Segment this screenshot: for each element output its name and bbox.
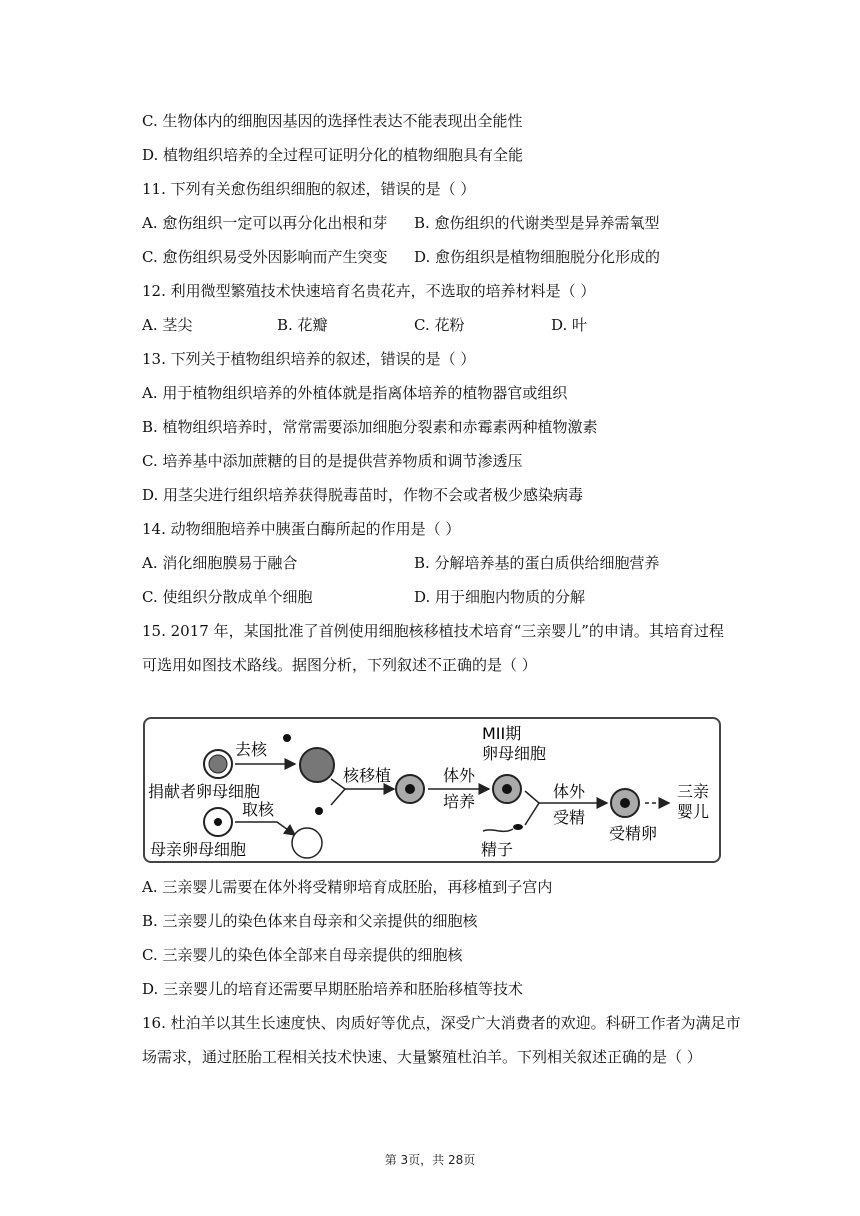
enucleated-egg-cell — [300, 748, 334, 782]
sperm-cell — [483, 824, 523, 831]
q15-option-d: D. 三亲婴儿的培育还需要早期胚胎培养和胚胎移植等技术 — [142, 980, 524, 998]
q12-option-c: C. 花粉 — [414, 316, 465, 334]
q16-stem-line1: 16. 杜泊羊以其生长速度快、肉质好等优点，深受广大消费者的欢迎。科研工作者为满足市 — [142, 1014, 741, 1032]
q12-option-d: D. 叶 — [551, 316, 588, 334]
nuclear-transfer-label: 核移植 — [343, 766, 392, 785]
reconstructed-cell — [396, 775, 424, 803]
removed-nucleus-dot-2 — [315, 807, 323, 815]
q14-option-d: D. 用于细胞内物质的分解 — [414, 588, 586, 606]
q15-stem-line2: 可选用如图技术路线。据图分析，下列叙述不正确的是（ ） — [142, 656, 537, 674]
q12-stem: 12. 利用微型繁殖技术快速培育名贵花卉，不选取的培养材料是（ ） — [142, 282, 596, 300]
fertilization-label: 受精 — [553, 808, 586, 827]
q14-option-a: A. 消化细胞膜易于融合 — [142, 554, 298, 572]
culture-label: 培养 — [443, 792, 476, 811]
q15-option-a: A. 三亲婴儿需要在体外将受精卵培育成胚胎，再移植到子宫内 — [142, 878, 553, 896]
q13-option-a: A. 用于植物组织培养的外植体就是指离体培养的植物器官或组织 — [142, 384, 568, 402]
q14-stem: 14. 动物细胞培养中胰蛋白酶所起的作用是（ ） — [142, 520, 461, 538]
page-footer: 第 3页，共 28页 — [384, 1153, 476, 1167]
three-parent-baby-label-1: 三亲 — [677, 782, 710, 801]
in-vitro-label-1: 体外 — [443, 766, 476, 785]
q10-option-d: D. 植物组织培养的全过程可证明分化的植物细胞具有全能 — [142, 146, 524, 164]
q13-stem: 13. 下列关于植物组织培养的叙述，错误的是（ ） — [142, 350, 476, 368]
oocyte-label: 卵母细胞 — [482, 744, 547, 763]
q11-option-b: B. 愈伤组织的代谢类型是异养需氧型 — [414, 214, 660, 232]
mother-egg-cell — [204, 808, 232, 836]
enucleated-mother-cell — [292, 828, 322, 858]
q15-option-b: B. 三亲婴儿的染色体来自母亲和父亲提供的细胞核 — [142, 912, 478, 930]
q11-option-a: A. 愈伤组织一定可以再分化出根和芽 — [142, 214, 388, 232]
q13-option-c: C. 培养基中添加蔗糖的目的是提供营养物质和调节渗透压 — [142, 452, 523, 470]
take-nucleus-arrow — [235, 822, 295, 835]
donor-egg-label: 捐献者卵母细胞 — [148, 782, 261, 801]
donor-egg-cell — [204, 750, 232, 778]
q16-stem-line2: 场需求，通过胚胎工程相关技术快速、大量繁殖杜泊羊。下列相关叙述正确的是（ ） — [142, 1048, 702, 1066]
fertilization-merge-lines — [525, 791, 539, 825]
diagram-canvas — [145, 719, 719, 861]
q11-option-d: D. 愈伤组织是植物细胞脱分化形成的 — [414, 248, 661, 266]
three-parent-baby-label-2: 婴儿 — [677, 802, 710, 821]
q13-option-d: D. 用茎尖进行组织培养获得脱毒苗时，作物不会或者极少感染病毒 — [142, 486, 584, 504]
q12-option-a: A. 茎尖 — [142, 316, 193, 334]
take-nucleus-label: 取核 — [242, 800, 275, 819]
q11-stem: 11. 下列有关愈伤组织细胞的叙述，错误的是（ ） — [142, 180, 476, 198]
mother-egg-label: 母亲卵母细胞 — [150, 840, 247, 859]
three-parent-baby-diagram — [143, 717, 721, 863]
zygote-cell — [611, 789, 639, 817]
mii-stage-label: MII期 — [482, 724, 522, 743]
in-vitro-label-2: 体外 — [553, 782, 586, 801]
q14-option-b: B. 分解培养基的蛋白质供给细胞营养 — [414, 554, 660, 572]
mii-oocyte-cell — [493, 775, 521, 803]
q12-option-b: B. 花瓣 — [277, 316, 328, 334]
q11-option-c: C. 愈伤组织易受外因影响而产生突变 — [142, 248, 388, 266]
q14-option-c: C. 使组织分散成单个细胞 — [142, 588, 313, 606]
removed-nucleus-dot-1 — [283, 734, 291, 742]
sperm-label: 精子 — [481, 840, 514, 859]
remove-nucleus-label: 去核 — [235, 740, 268, 759]
zygote-label: 受精卵 — [609, 824, 658, 843]
q13-option-b: B. 植物组织培养时，常常需要添加细胞分裂素和赤霉素两种植物激素 — [142, 418, 598, 436]
q15-stem-line1: 15. 2017 年，某国批准了首例使用细胞核移植技术培育“三亲婴儿”的申请。其培育过程 — [142, 622, 724, 640]
q15-option-c: C. 三亲婴儿的染色体全部来自母亲提供的细胞核 — [142, 946, 463, 964]
q10-option-c: C. 生物体内的细胞因基因的选择性表达不能表现出全能性 — [142, 112, 523, 130]
